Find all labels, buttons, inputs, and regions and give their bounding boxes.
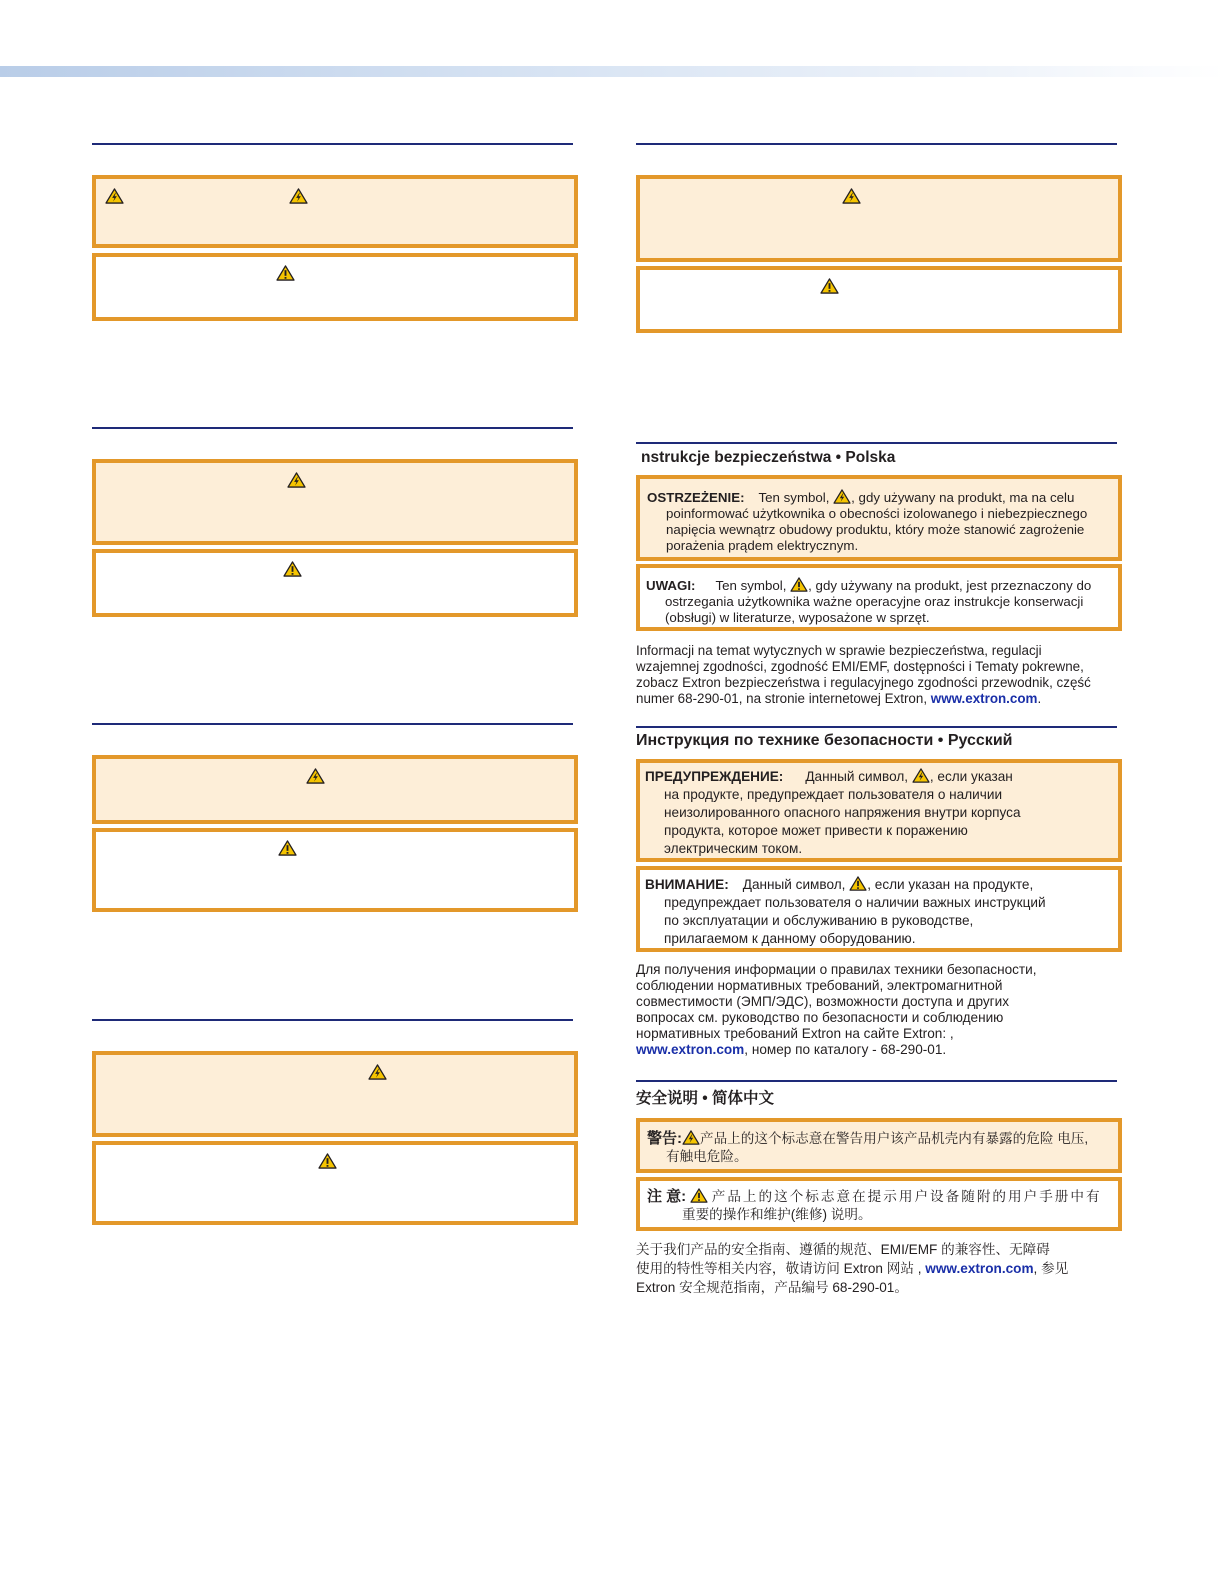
section-rule xyxy=(92,143,573,145)
electric-warning-icon xyxy=(842,188,861,204)
electric-warning-icon xyxy=(287,472,306,488)
caution-label: ВНИМАНИЕ: xyxy=(645,877,729,892)
caution-icon xyxy=(849,876,867,891)
caution-box xyxy=(92,828,578,912)
warning-text-chinese: 警告: 产品上的这个标志意在警告用户该产品机壳内有暴露的危险 电压, 有触电危险。 xyxy=(647,1130,1089,1164)
info-paragraph-polish: Informacji na temat wytycznych w sprawie bezpieczeństwa, regulacji wzajemnej zgodności, zgodność EMI/EMF, dostępności i Tematy pokrewne, zobacz Extron bezpieczeństwa i regulacyjnego zgodności przewodnik, część numer 68-290-01, na stronie internetowej Extron, www.extron.com. xyxy=(636,643,1091,706)
warning-box xyxy=(92,755,578,824)
extron-website-link[interactable]: www.extron.com xyxy=(925,1261,1034,1276)
caution-box xyxy=(636,266,1122,333)
extron-website-link[interactable]: www.extron.com xyxy=(636,1042,745,1057)
info-paragraph-russian: Для получения информации о правилах техники безопасности, соблюдении нормативных требований, электромагнитной совместимости (ЭМП/ЭДС), возможности доступа и других вопросах см. руководство по безопасности и соблюдению нормативных требований Extron на сайте Extron: , www.extron.com, номер по каталогу - 68-290-01. xyxy=(636,962,1037,1057)
caution-icon xyxy=(790,577,808,592)
section-rule xyxy=(636,143,1117,145)
electric-warning-icon xyxy=(912,768,930,783)
caution-box xyxy=(92,1141,578,1225)
caution-text-polish: UWAGI: Ten symbol, , gdy używany na produkt, jest przeznaczony do ostrzegania użytkownika ważne operacyjne oraz instrukcje konserwacji (obsługi) w literaturze, wyposażone w sprzęt. xyxy=(646,578,1092,625)
extron-website-link[interactable]: www.extron.com xyxy=(930,691,1038,706)
section-rule xyxy=(92,1019,573,1021)
caution-label: 注 意: xyxy=(647,1188,687,1205)
electric-warning-icon xyxy=(682,1130,700,1145)
warning-box xyxy=(92,175,578,248)
warning-label: OSTRZEŻENIE: xyxy=(647,490,745,505)
warning-text-russian: ПРЕДУПРЕЖДЕНИЕ: Данный символ, , если указан на продукте, предупреждает пользователя о наличии неизолированного опасного напряжения внутри корпуса продукта, которое может привести к поражению электрическим током. xyxy=(645,769,1021,856)
section-rule-polish xyxy=(636,442,1117,444)
warning-label: 警告: xyxy=(647,1130,682,1147)
electric-warning-icon xyxy=(105,188,124,204)
caution-text-chinese: 注 意: 产品上的这个标志意在提示用户设备随附的用户手册中有 重要的操作和维护(维修) 说明。 xyxy=(647,1188,1102,1222)
section-rule-chinese xyxy=(636,1080,1117,1082)
electric-warning-icon xyxy=(368,1064,387,1080)
header-gradient-band xyxy=(0,66,1224,77)
caution-icon xyxy=(283,561,302,577)
section-title-polish: nstrukcje bezpieczeństwa • Polska xyxy=(641,449,896,466)
caution-icon xyxy=(278,840,297,856)
caution-icon xyxy=(318,1153,337,1169)
caution-text-russian: ВНИМАНИЕ: Данный символ, , если указан на продукте, предупреждает пользователя о наличии важных инструкций по эксплуатации и обслуживанию в руководстве, прилагаемом к данному оборудованию. xyxy=(645,877,1046,946)
section-rule xyxy=(92,723,573,725)
warning-box xyxy=(92,1051,578,1137)
warning-box xyxy=(92,459,578,545)
section-rule-russian xyxy=(636,726,1117,728)
warning-label: ПРЕДУПРЕЖДЕНИЕ: xyxy=(645,769,784,784)
section-title-russian: Инструкция по технике безопасности • Русский xyxy=(636,732,1013,749)
electric-warning-icon xyxy=(289,188,308,204)
caution-box xyxy=(92,253,578,321)
caution-icon xyxy=(276,265,295,281)
caution-icon xyxy=(690,1188,708,1203)
section-rule xyxy=(92,427,573,429)
caution-box xyxy=(92,549,578,617)
info-paragraph-chinese: 关于我们产品的安全指南、遵循的规范、EMI/EMF 的兼容性、无障碍 使用的特性等相关内容，敬请访问 Extron 网站 , www.extron.com, 参见 Extron 安全规范指南，产品编号 68-290-01。 xyxy=(636,1242,1069,1295)
warning-box xyxy=(636,175,1122,262)
caution-label: UWAGI: xyxy=(646,578,696,593)
warning-text-polish: OSTRZEŻENIE: Ten symbol, , gdy używany na produkt, ma na celu poinformować użytkownika o obecności izolowanego i niebezpiecznego napięcia wewnątrz obudowy produktu, który może stanowić zagrożenie porażenia prądem elektrycznym. xyxy=(647,490,1088,553)
electric-warning-icon xyxy=(306,768,325,784)
electric-warning-icon xyxy=(833,489,851,504)
caution-icon xyxy=(820,278,839,294)
section-title-chinese: 安全说明 • 简体中文 xyxy=(636,1090,775,1107)
